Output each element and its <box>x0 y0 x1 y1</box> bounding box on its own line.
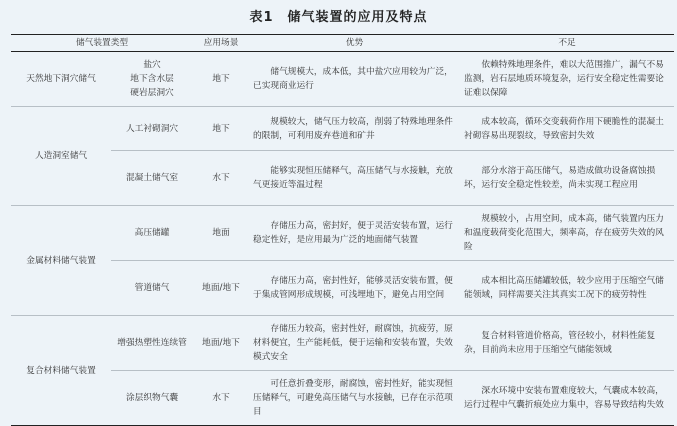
subtype-line: 盐穴 <box>143 60 161 70</box>
table-row <box>11 261 674 316</box>
scene-cell: 地面 <box>193 206 249 261</box>
scene-cell: 水下 <box>193 371 249 426</box>
subtype-cell <box>111 52 193 107</box>
disadvantage-cell: 规模较小，占用空间，成本高，储气装置内压力和温度载荷变化范围大，频率高，存在疲劳失效的风险 <box>460 206 674 261</box>
header-advantage: 优势 <box>249 35 460 52</box>
subtype-cell: 人工衬砌洞穴 <box>111 107 193 151</box>
subtype-cell: 增强热塑性连续管 <box>111 316 193 371</box>
subtype-cell: 涂层织物气囊 <box>111 371 193 426</box>
table-title <box>0 6 677 25</box>
scene-cell: 地面/地下 <box>193 316 249 371</box>
header-row <box>11 35 674 52</box>
disadvantage-cell: 深水环境中安装布置难度较大，气囊成本较高，运行过程中气囊折痕处应力集中，容易导致结构失效 <box>460 371 674 426</box>
disadvantage-cell: 成本相比高压储罐较低，较少应用于压缩空气储能领域，同样需要关注其真实工况下的疲劳特性 <box>460 261 674 316</box>
disadvantage-cell: 复合材料管道价格高，管径较小，材料性能复杂，目前尚未应用于压缩空气储能领域 <box>460 316 674 371</box>
header-disadvantage: 不足 <box>460 35 674 52</box>
subtype-cell: 管道储气 <box>111 261 193 316</box>
advantage-cell: 储气规模大，成本低，其中盐穴应用较为广泛，已实现商业运行 <box>249 52 460 107</box>
subtype-cell: 混凝土储气室 <box>111 151 193 206</box>
disadvantage-cell: 成本较高，循环交变载荷作用下硬脆性的混凝土衬砌容易出现裂纹，导致密封失效 <box>460 107 674 151</box>
table-row <box>11 107 674 151</box>
category-cell: 金属材料储气装置 <box>11 206 111 316</box>
table-row <box>11 206 674 261</box>
table-number: 表1 <box>249 10 274 25</box>
advantage-cell: 存储压力高，密封性好，能够灵活安装布置，便于集成管网形成规模，可浅埋地下，避免占用空间 <box>249 261 460 316</box>
table-caption: 储气装置的应用及特点 <box>287 10 428 25</box>
disadvantage-cell: 依赖特殊地理条件，难以大范围推广，漏气不易监测，岩石层地质环境复杂，运行安全稳定性需要论证难以保障 <box>460 52 674 107</box>
scene-cell: 地下 <box>193 107 249 151</box>
advantage-cell: 可任意折叠变形，耐腐蚀，密封性好，能实现恒压储释气，可避免高压储气与水接触，已存在示范项目 <box>249 371 460 426</box>
subtype-line: 硬岩层洞穴 <box>130 88 174 98</box>
disadvantage-cell: 部分水溶于高压储气，易造成做功设备腐蚀损坏，运行安全稳定性较差，尚未实现工程应用 <box>460 151 674 206</box>
header-type: 储气装置类型 <box>11 35 193 52</box>
advantage-cell: 规模较大，储气压力较高，削弱了特殊地理条件的限制，可利用废弃巷道和矿井 <box>249 107 460 151</box>
subtype-line: 地下含水层 <box>130 74 174 84</box>
category-cell: 复合材料储气装置 <box>11 316 111 426</box>
header-scene: 应用场景 <box>193 35 249 52</box>
table-row <box>11 52 674 107</box>
advantage-cell: 能够实现恒压储释气，高压储气与水接触，充放气更接近等温过程 <box>249 151 460 206</box>
subtype-cell: 高压储罐 <box>111 206 193 261</box>
table-row <box>11 371 674 426</box>
storage-table <box>11 34 674 426</box>
advantage-cell: 存储压力较高，密封性好，耐腐蚀，抗疲劳，原材料便宜，生产能耗低，便于运输和安装布置，失效模式安全 <box>249 316 460 371</box>
category-cell: 天然地下洞穴储气 <box>11 52 111 107</box>
table-row <box>11 151 674 206</box>
scene-cell: 水下 <box>193 151 249 206</box>
table-row <box>11 316 674 371</box>
category-cell: 人造洞室储气 <box>11 107 111 206</box>
advantage-cell: 存储压力高，密封好，便于灵活安装布置，运行稳定性好，是应用最为广泛的地面储气装置 <box>249 206 460 261</box>
scene-cell: 地下 <box>193 52 249 107</box>
scene-cell: 地面/地下 <box>193 261 249 316</box>
